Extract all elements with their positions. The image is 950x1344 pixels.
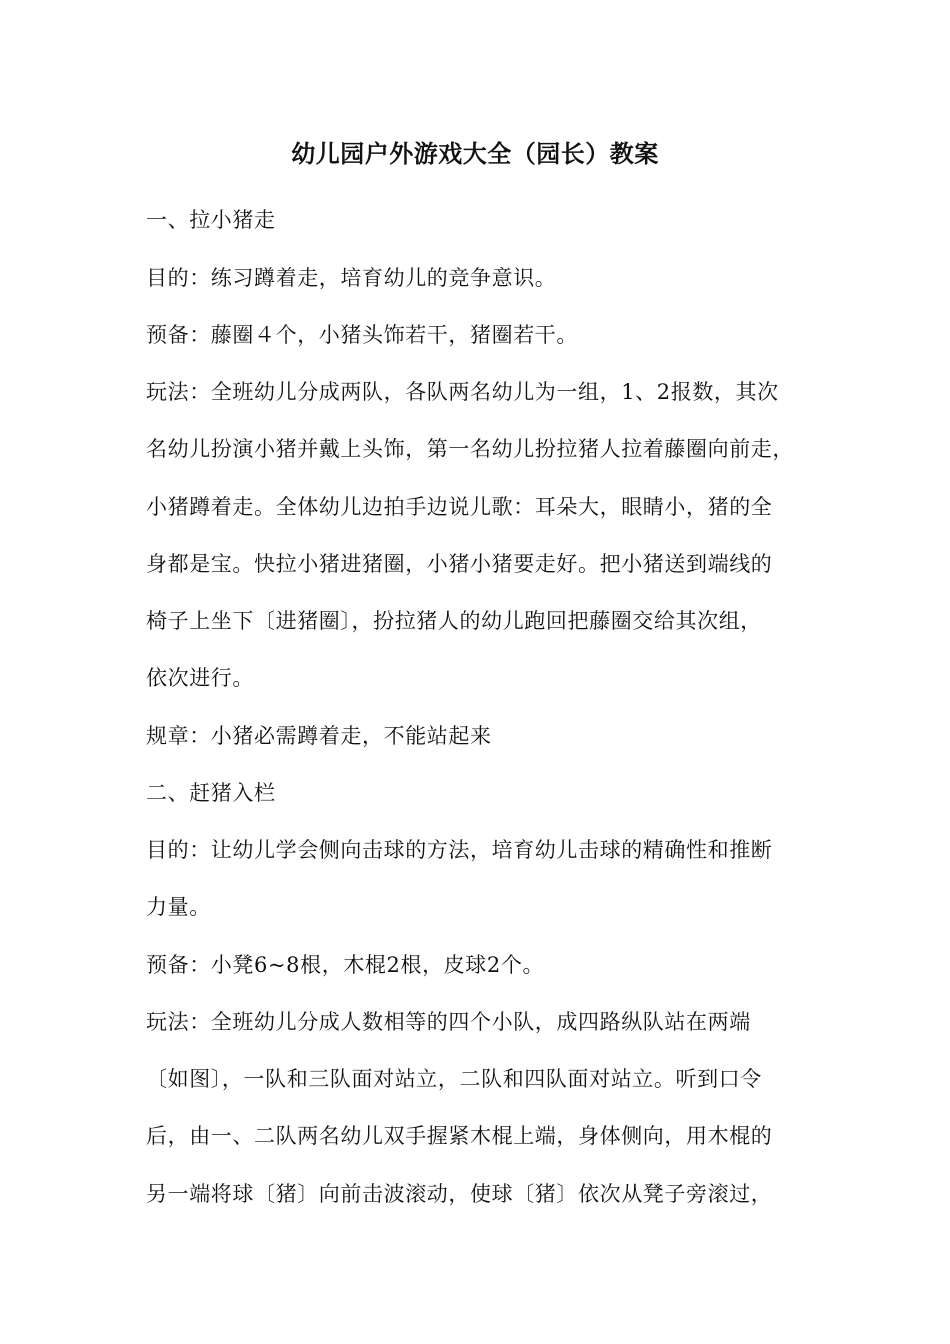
paragraph-line: 规章：小猪必需蹲着走，不能站起来	[146, 724, 492, 748]
paragraph-line: 名幼儿扮演小猪并戴上头饰，第一名幼儿扮拉猪人拉着藤圈向前走，	[146, 437, 794, 461]
paragraph-line: 另一端将球〔猪〕向前击波滚动，使球〔猪〕依次从凳子旁滚过，	[146, 1182, 773, 1206]
paragraph-line: 玩法：全班幼儿分成人数相等的四个小队，成四路纵队站在两端	[146, 1010, 751, 1034]
paragraph-line: 〔如图〕，一队和三队面对站立，二队和四队面对站立。听到口令	[146, 1067, 762, 1091]
paragraph-line: 身都是宝。快拉小猪进猪圈，小猪小猪要走好。把小猪送到端线的	[146, 552, 773, 576]
paragraph-line: 玩法：全班幼儿分成两队，各队两名幼儿为一组，1、2报数，其次	[146, 380, 779, 404]
section-heading-1: 一、拉小猪走	[146, 208, 276, 232]
section-heading-2: 二、赶猪入栏	[146, 781, 276, 805]
paragraph-line: 预备：小凳6~8根，木棍2根，皮球2个。	[146, 953, 545, 977]
paragraph-line: 目的：让幼儿学会侧向击球的方法，培育幼儿击球的精确性和推断	[146, 838, 773, 862]
paragraph-line: 后，由一、二队两名幼儿双手握紧木棍上端，身体侧向，用木棍的	[146, 1124, 773, 1148]
paragraph-line: 小猪蹲着走。全体幼儿边拍手边说儿歌：耳朵大，眼睛小，猪的全	[146, 495, 773, 519]
paragraph-line: 椅子上坐下〔进猪圈〕，扮拉猪人的幼儿跑回把藤圈交给其次组，	[146, 609, 762, 633]
paragraph-line: 预备：藤圈４个，小猪头饰若干，猪圈若干。	[146, 323, 578, 347]
paragraph-line: 依次进行。	[146, 666, 254, 690]
document-title: 幼儿园户外游戏大全（园长）教案	[291, 139, 659, 168]
paragraph-line: 目的：练习蹲着走，培育幼儿的竞争意识。	[146, 266, 557, 290]
paragraph-line: 力量。	[146, 895, 211, 919]
